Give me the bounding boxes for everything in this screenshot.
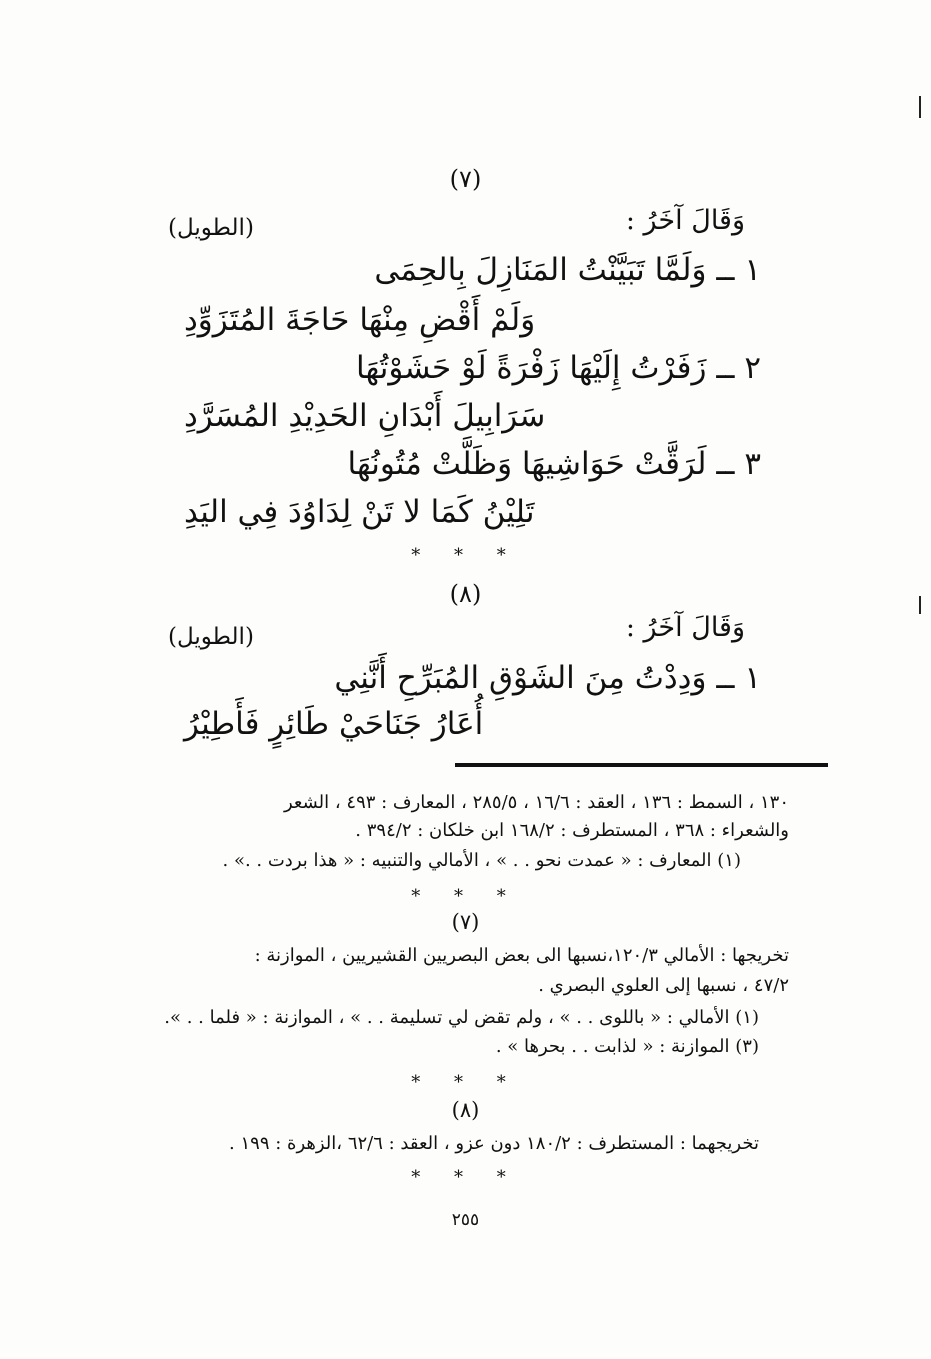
poem-meter: (الطويل) bbox=[168, 624, 254, 650]
section-separator: * * * bbox=[411, 545, 520, 566]
footnote-sources: والشعراء : ٣٦٨ ، المستطرف : ١٦٨/٢ ابن خلكان : ٣٩٤/٢ . bbox=[355, 820, 789, 841]
poem-intro: وَقَالَ آخَرُ : bbox=[625, 205, 745, 236]
verse-number: ٢ ــ bbox=[716, 350, 761, 386]
section-separator: * * * bbox=[411, 886, 520, 907]
footnote-section-number: (٨) bbox=[451, 1098, 480, 1122]
verse-first-hemistich bbox=[374, 252, 761, 288]
section-separator: * * * bbox=[411, 1167, 520, 1188]
scan-edge-mark bbox=[919, 96, 921, 118]
verse-number: ١ ــ bbox=[716, 660, 761, 696]
verse-text: زَفَرْتُ إِلَيْهَا زَفْرَةً لَوْ حَشَوْتُهَا bbox=[356, 350, 707, 386]
verse-second-hemistich: وَلَمْ أَقْضِ مِنْهَا حَاجَةَ المُتَزَوِّدِ bbox=[184, 302, 536, 338]
footnote-sources: تخريجها : الأمالي ١٢٠/٣،نسبها الى بعض البصريين القشيريين ، الموازنة : bbox=[254, 945, 789, 966]
footnote-variant: (٣) الموازنة : « لذابت . . بحرها » . bbox=[495, 1036, 759, 1057]
footnote-section-number: (٧) bbox=[451, 910, 480, 934]
poem-meter: (الطويل) bbox=[168, 215, 254, 241]
verse-text: وَلَمَّا تَبَيَّنْتُ المَنَازِلَ بِالحِمَى bbox=[374, 252, 707, 288]
verse-text: لَرَقَّتْ حَوَاشِيهَا وَظَلَّتْ مُتُونُهَا bbox=[347, 446, 707, 482]
page-number: ٢٥٥ bbox=[451, 1210, 480, 1230]
footnote-sources: ١٣٠ ، السمط : ١٣٦ ، العقد : ١٦/٦ ، ٢٨٥/٥ ، المعارف : ٤٩٣ ، الشعر bbox=[283, 792, 789, 813]
footnote-sources: ٤٧/٢ ، نسبها إلى العلوي البصري . bbox=[538, 975, 789, 996]
poem-intro: وَقَالَ آخَرُ : bbox=[625, 612, 745, 643]
verse-second-hemistich: تَلِيْنُ كَمَا لا تَنْ لِدَاوُدَ فِي اليَدِ bbox=[184, 494, 535, 530]
scan-edge-mark bbox=[919, 596, 921, 614]
verse-first-hemistich bbox=[356, 350, 761, 386]
footnote-sources: تخريجهما : المستطرف : ١٨٠/٢ دون عزو ، العقد : ٦٢/٦ ،الزهرة : ١٩٩ . bbox=[229, 1133, 759, 1154]
section-separator: * * * bbox=[411, 1072, 520, 1093]
footnote-variant: (١) المعارف : « عمدت نحو . . » ، الأمالي والتنبيه : « هذا بردت . .» . bbox=[222, 850, 741, 871]
verse-first-hemistich bbox=[334, 660, 761, 696]
verse-number: ٣ ــ bbox=[716, 446, 761, 482]
footnote-divider bbox=[455, 763, 828, 767]
verse-second-hemistich: سَرَابِيلَ أَبْدَانِ الحَدِيْدِ المُسَرَّدِ bbox=[184, 398, 546, 434]
verse-text: وَدِدْتُ مِنَ الشَوْقِ المُبَرِّحِ أَنَّنِي bbox=[334, 660, 707, 696]
footnote-variant: (١) الأمالي : « باللوى . . » ، ولم تقض لي تسليمة . . » ، الموازنة : « فلما . . ». bbox=[164, 1007, 759, 1028]
section-number: (٨) bbox=[449, 580, 482, 608]
verse-number: ١ ــ bbox=[716, 252, 761, 288]
verse-first-hemistich bbox=[348, 446, 761, 482]
section-number: (٧) bbox=[449, 165, 482, 193]
verse-second-hemistich: أُعَارُ جَنَاحَيْ طَائِرٍ فَأَطِيْرُ bbox=[184, 706, 484, 742]
